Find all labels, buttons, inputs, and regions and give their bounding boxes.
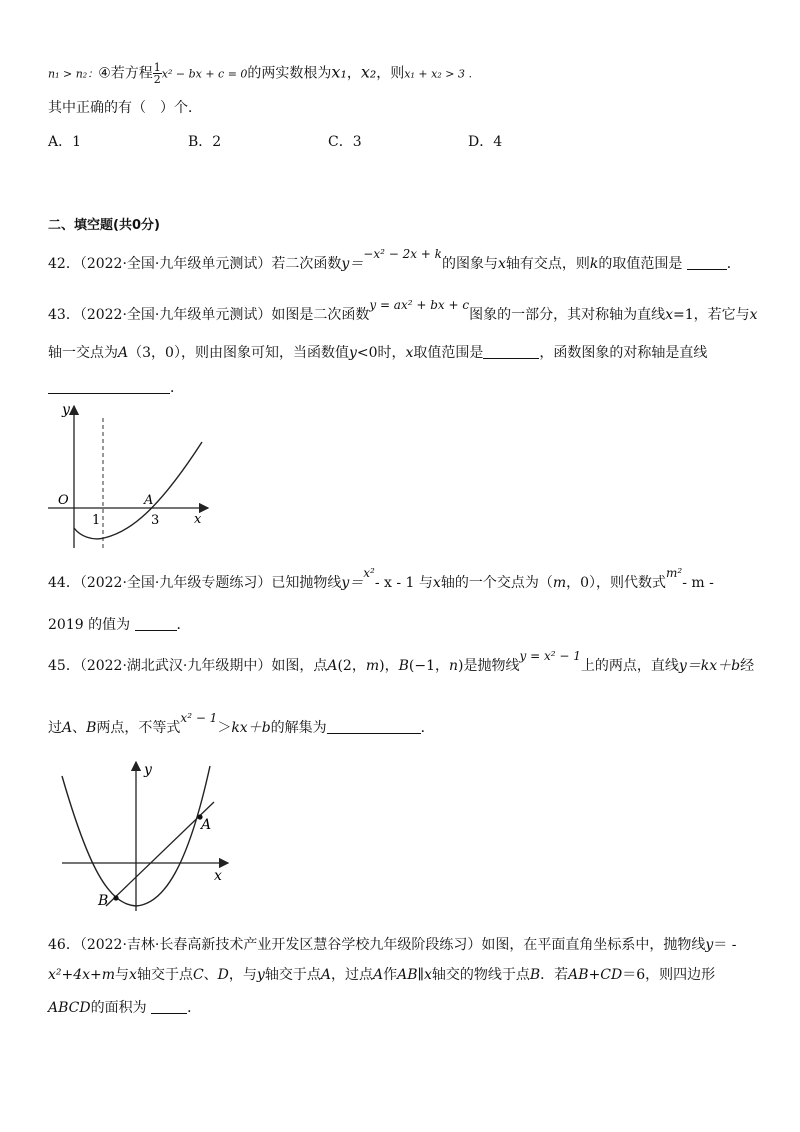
q45-text-e: )，	[379, 658, 399, 674]
q43-text-a: 43．（2022·全国·九年级单元测试）如图是二次函数	[48, 307, 370, 323]
q43-label-one: 1	[92, 513, 101, 528]
q46-ab: AB	[397, 967, 418, 983]
q45-text-l: 经	[740, 658, 755, 674]
q45-gt: ＞	[217, 720, 232, 736]
stmt4-prefix: ④若方程	[98, 65, 153, 82]
q44-text-h: ，0），则代数式	[566, 575, 667, 591]
q42-equation: −x² − 2x + k	[363, 247, 442, 261]
q42-k: k	[589, 256, 599, 272]
q46-cd: CD	[600, 967, 623, 983]
q44-answer-blank[interactable]	[135, 616, 177, 631]
q44-text-a: 44．（2022·全国·九年级专题练习）已知抛物线	[48, 575, 342, 591]
q45-point-b-2: B	[86, 720, 97, 736]
q43-y: y	[348, 345, 357, 361]
q46-point-d: D	[217, 967, 229, 983]
root-x2: x₂	[360, 62, 377, 82]
q46-line-1	[48, 935, 736, 955]
q44-line-2	[48, 615, 191, 635]
mid-text: 的两实数根为	[247, 65, 332, 82]
q45-label-point-b: B	[98, 893, 109, 909]
q46-point-c: C	[192, 967, 204, 983]
q45-point-b-dot	[113, 895, 118, 900]
fraction-one-half: $\frac{1}{2}$	[153, 61, 161, 86]
q46-text-l: ，过点	[330, 967, 373, 983]
q44-text-j: - m -	[682, 575, 714, 591]
q43-x: x	[665, 307, 673, 323]
option-d: D．4	[468, 134, 503, 150]
q45-inequality-left: x² − 1	[180, 711, 218, 725]
q44-y: y＝	[341, 575, 364, 591]
q46-line-2	[48, 965, 715, 985]
n-compare: n₁ > n₂：	[48, 67, 99, 81]
q45-m: m	[365, 658, 380, 674]
q45-text-2i: 的解集为	[270, 720, 327, 736]
q46-plus: +	[588, 967, 601, 983]
q43-label-three: 3	[151, 513, 160, 528]
q46-text-a: 46．（2022·吉林·长春高新技术产业开发区慧谷学校九年级阶段练习）如图，在平面直角坐标系中，抛物线	[48, 937, 706, 953]
q46-text-3b: 的面积为	[90, 1000, 147, 1016]
q43-graph	[40, 398, 220, 554]
q46-text-c: ＝ -	[713, 937, 737, 953]
q44-x-squared: x²	[363, 566, 375, 580]
q44-x: x	[432, 575, 441, 591]
q46-text-n: 作	[383, 967, 398, 983]
q43-text-2a: 轴一交点为	[48, 345, 118, 361]
q45-line-2	[48, 711, 435, 738]
q44-text-f: 轴的一个交点为（	[440, 575, 553, 591]
q43-x-2: x	[749, 307, 758, 323]
q46-y-2: y	[256, 967, 265, 983]
q42-text-a: 42．（2022·全国·九年级单元测试）若二次函数	[48, 256, 342, 272]
q45-label-point-a: A	[201, 817, 212, 833]
q44-text-d: - x - 1 与	[374, 575, 433, 591]
q44-line-1	[48, 566, 714, 593]
q44-text-2a: 2019 的值为	[48, 617, 131, 633]
q46-point-a: A	[320, 967, 331, 983]
q46-text-j: 轴交于点	[264, 967, 321, 983]
equation-tail: x² − bx + c = 0	[161, 67, 248, 81]
q45-n: n	[449, 658, 459, 674]
root-sum: x₁ + x₂ > 3 .	[404, 67, 472, 81]
q45-text-g: (−1，	[408, 658, 449, 674]
q45-line-eq: y＝kx＋b	[678, 658, 741, 674]
q46-text-t: ．若	[540, 967, 569, 983]
q42-text-h: 的取值范围是	[598, 256, 683, 272]
q42-y: y＝	[341, 256, 364, 272]
q44-period: ．	[176, 617, 191, 633]
q42-text-d: 的图象与	[441, 256, 498, 272]
q44-m: m	[552, 575, 567, 591]
q46-text-b: 与	[115, 967, 130, 983]
q45-period: ．	[420, 720, 435, 736]
q43-label-y: y	[62, 402, 70, 418]
q42-line: 42．（2022·全国·九年级单元测试）若二次函数y＝−x² − 2x + k的图象与x轴有交点，则k的取值范围是 ．	[48, 247, 741, 272]
q45-label-x: x	[214, 868, 222, 884]
q43-answer-blank-2[interactable]	[48, 379, 170, 394]
q43-x-3: x	[405, 345, 414, 361]
q45-point-a-2: A	[62, 720, 73, 736]
q45-answer-blank[interactable]	[327, 719, 421, 734]
q41-line-1	[48, 62, 472, 85]
q45-text-i: )是抛物线	[458, 658, 520, 674]
q43-line-1	[48, 298, 758, 325]
then-text: ，则	[376, 65, 405, 82]
q46-text-d: 轴交于点	[136, 967, 193, 983]
q46-point-a-2: A	[372, 967, 384, 983]
q46-y: y	[705, 937, 714, 953]
q43-point-a: A	[118, 345, 129, 361]
q43-period: ．	[170, 380, 184, 396]
q43-line-3	[48, 378, 184, 398]
q44-m-squared: m²	[666, 566, 683, 580]
q46-text-f: 、	[203, 967, 218, 983]
q43-text-b: 图象的一部分，其对称轴为直线	[469, 307, 666, 323]
q43-text-2h: ，函数图象的对称轴是直线	[539, 345, 708, 361]
q41-line-2: 其中正确的有（ ）个．	[48, 100, 202, 116]
q46-ab-2: AB	[568, 967, 589, 983]
q43-text-d: =1，若它与	[672, 307, 750, 323]
q45-text-j: 上的两点，直线	[580, 658, 679, 674]
q45-text-2e: 两点，不等式	[96, 720, 181, 736]
option-a: A．1	[48, 134, 82, 150]
option-b: B．2	[188, 134, 222, 150]
q45-text-a: 45．（2022·湖北武汉·九年级期中）如图，点	[48, 658, 328, 674]
q46-equation: x²+4x+m	[48, 967, 116, 983]
q46-text-h: ，与	[228, 967, 257, 983]
q43-line-2	[48, 343, 707, 363]
q42-x: x	[497, 256, 506, 272]
q46-x-2: x	[423, 967, 432, 983]
q46-text-x: ＝6，则四边形	[622, 967, 716, 983]
option-c: C．3	[328, 134, 362, 150]
q42-answer-blank[interactable]	[687, 255, 727, 270]
section-title: 二、填空题(共0分)	[48, 218, 160, 233]
q46-point-b: B	[529, 967, 541, 983]
q43-equation: y = ax² + bx + c	[369, 298, 470, 312]
q45-inequality-right: kx＋b	[231, 720, 271, 736]
q46-answer-blank[interactable]	[151, 999, 187, 1014]
q45-point-a: A	[327, 658, 338, 674]
q46-x: x	[129, 967, 137, 983]
q45-text-c: (2，	[337, 658, 366, 674]
q45-text-2c: 、	[72, 720, 87, 736]
root-x1: x₁	[331, 62, 347, 82]
q46-parallel: ∥	[417, 967, 424, 983]
q45-label-y: y	[144, 762, 152, 778]
q45-equation: y = x² − 1	[519, 649, 581, 663]
q46-abcd: ABCD	[48, 1000, 91, 1016]
q43-label-x: x	[194, 512, 202, 527]
q43-text-2g: 取值范围是	[413, 345, 484, 361]
q43-label-origin: O	[58, 493, 69, 508]
comma: ，	[346, 65, 361, 82]
q46-line-3	[48, 998, 201, 1018]
q45-line-1	[48, 649, 755, 676]
q43-label-point-a: A	[144, 493, 154, 508]
q43-answer-blank-1[interactable]	[483, 344, 539, 359]
q45-point-b: B	[398, 658, 409, 674]
q45-text-2a: 过	[48, 720, 62, 736]
q45-graph	[48, 756, 238, 916]
q43-text-2c: （3，0），则由图象可知，当函数值	[128, 345, 349, 361]
q42-text-f: 轴有交点，则	[505, 256, 590, 272]
q43-text-2e: <0时，	[356, 345, 406, 361]
q46-text-r: 轴交的物线于点	[431, 967, 530, 983]
q46-period: ．	[187, 1000, 202, 1016]
